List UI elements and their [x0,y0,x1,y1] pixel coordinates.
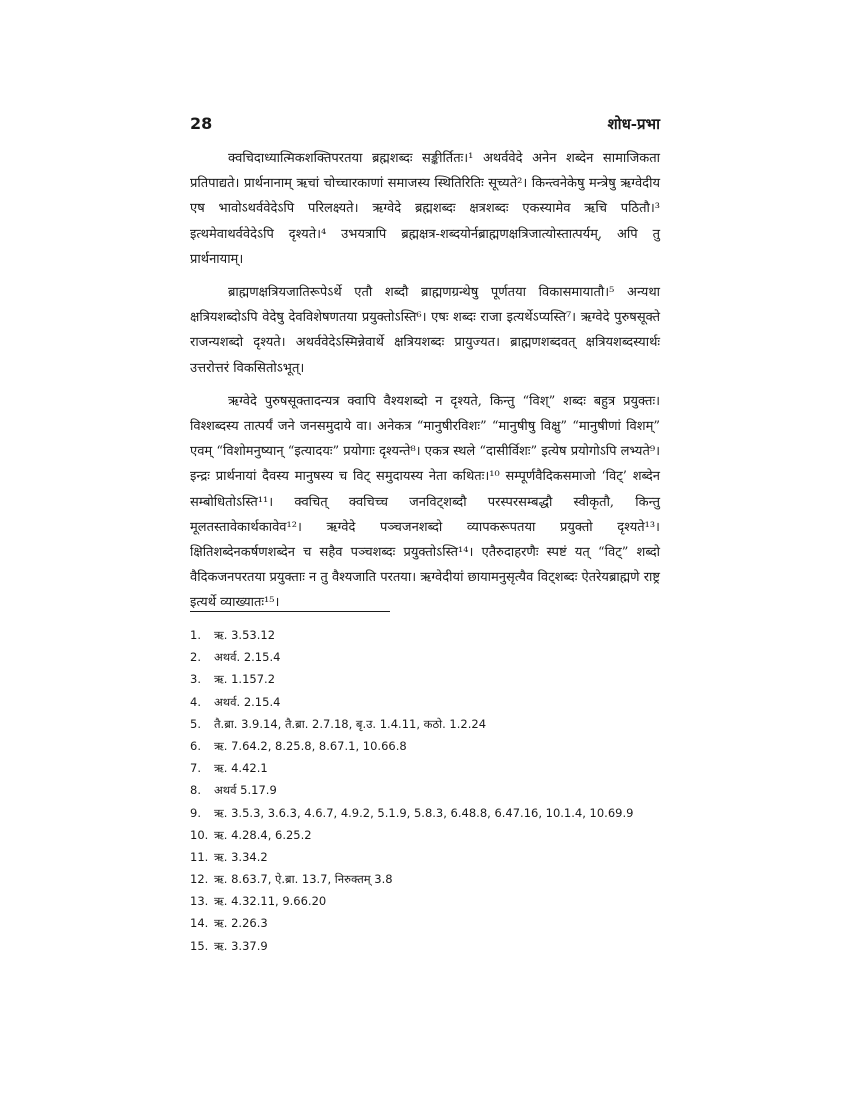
footnote-number: 15. [190,938,209,953]
footnote-item [190,735,670,757]
footnote-text: ऋ. 3.5.3, 3.6.3, 4.6.7, 4.9.2, 5.1.9, 5.8.3, 6.48.8, 6.47.16, 10.1.4, 10.69.9 [214,805,634,820]
footnote-item [190,890,670,912]
footnote-text: ऋ. 2.26.3 [214,916,268,931]
footnote-item [190,624,670,646]
footnote-item [190,935,670,957]
footnote-text: ऋ. 7.64.2, 8.25.8, 8.67.1, 10.66.8 [214,738,407,753]
footnote-number: 1. [190,628,201,642]
footnote-item [190,691,670,713]
paragraph: ऋग्वेदे पुरुषसूक्तादन्यत्र क्वापि वैश्यशब्दो न दृश्यते, किन्तु “विश्” शब्दः बहुत्र प्रयुक्तः। विश्शब्दस्य तात्पर्यं जने जनसमुदाये वा। अनेकत्र “मानुषीरविशः” “मानुषीषु विक्षु” “मानुषीणां विशम्” एवम् “विशोमनुष्यान् “इत्यादयः” प्रयोगाः दृश्यन्ते⁸। एकत्र स्थले “दासीर्विशः” इत्येष प्रयोगोऽपि लभ्यते⁹। इन्द्रः प्रार्थनायां दैवस्य मानुषस्य च विट् समुदायस्य नेता कथितः।¹⁰ सम्पूर्णवैदिकसमाजो ‘विट्’ शब्देन सम्बोधितोऽस्ति¹¹। क्वचित् क्वचिच्च जनविट्शब्दौ परस्परसम्बद्धौ स्वीकृतौ, किन्तु मूलतस्तावेकार्थकावेव¹²। ऋग्वेदे पञ्चजनशब्दो व्यापकरूपतया प्रयुक्तो दृश्यते¹³। क्षितिशब्देनकर्षणशब्देन च सहैव पञ्चशब्दः प्रयुक्तोऽस्ति¹⁴। एतैरुदाहरणैः स्पष्टं यत् “विट्” शब्दो वैदिकजनपरतया प्रयुक्ताः न तु वैश्यजाति परतया। ऋग्वेदीयां छायामनुसृत्यैव विट्शब्दः ऐतरेयब्राह्मणे राष्ट्र इत्यर्थे व्याख्यातः¹⁵। [190,393,660,611]
footnote-item [190,668,670,690]
footnote-item [190,779,670,801]
footnote-text: तै.ब्रा. 3.9.14, तै.ब्रा. 2.7.18, बृ.उ. 1.4.11, कठो. 1.2.24 [214,716,487,731]
footnote-text: ऋ. 3.37.9 [214,938,268,953]
footnote-item [190,757,670,779]
footnote-text: अथर्व. 2.15.4 [214,694,281,709]
footnote-item [190,824,670,846]
footnote-item [190,868,670,890]
footnote-number: 8. [190,783,201,798]
footnote-item [190,713,670,735]
footnote-divider [190,611,390,612]
footnote-text: ऋ. 4.42.1 [214,761,268,776]
footnote-number: 11. [190,849,209,864]
footnote-list [190,624,670,957]
footnote-text: ऋ. 4.32.11, 9.66.20 [214,894,327,909]
footnote-number: 10. [190,827,209,842]
footnote-item [190,646,670,668]
footnote-number: 9. [190,805,201,820]
page-header [190,114,660,138]
footnote-number: 4. [190,694,201,709]
page-number: 28 [190,114,213,133]
footnote-text: ऋ. 4.28.4, 6.25.2 [214,827,312,842]
footnote-number: 7. [190,761,201,776]
footnote-number: 2. [190,650,201,665]
footnote-number: 6. [190,738,201,753]
footnote-item [190,912,670,934]
footnote-text: ऋ. 3.34.2 [214,849,268,864]
footnote-item [190,802,670,824]
footnote-text: ऋ. 8.63.7, ऐ.ब्रा. 13.7, निरुक्तम् 3.8 [214,872,393,887]
footnote-text: अथर्व. 2.15.4 [214,650,281,665]
footnote-number: 3. [190,672,201,687]
body-text [190,146,660,624]
footnote-item [190,846,670,868]
footnote-number: 13. [190,894,209,909]
footnote-text: ऋ. 3.53.12 [214,628,276,642]
paragraph: क्वचिदाध्यात्मिकशक्तिपरतया ब्रह्मशब्दः सङ्कीर्तितः।¹ अथर्ववेदे अनेन शब्देन सामाजिकता प्रतिपाद्यते। प्रार्थनानाम् ऋचां चोच्चारकाणां समाजस्य स्थितिरितिः सूच्यते²। किन्त्वनेकेषु मन्त्रेषु ऋग्वेदीय एष भावोऽथर्ववेदेऽपि परिलक्ष्यते। ऋग्वेदे ब्रह्मशब्दः क्षत्रशब्दः एकस्यामेव ऋचि पठितौ।³ इत्थमेवाथर्ववेदेऽपि दृश्यते।⁴ उभयत्रापि ब्रह्मक्षत्र-शब्दयोर्नब्राह्मणक्षत्रिजात्योस्तात्पर्यम्, अपि तु प्रार्थनायाम्। [190,151,660,267]
footnote-number: 5. [190,716,201,731]
footnote-number: 14. [190,916,209,931]
footnote-number: 12. [190,872,209,887]
paragraph: ब्राह्मणक्षत्रियजातिरूपेऽर्थे एतौ शब्दौ ब्राह्मणग्रन्थेषु पूर्णतया विकासमायातौ।⁵ अन्यथा क्षत्रियशब्दोऽपि वेदेषु देवविशेषणतया प्रयुक्तोऽस्ति⁶। एषः शब्दः राजा इत्यर्थेऽप्यस्ति⁷। ऋग्वेदे पुरुषसूक्ते राजन्यशब्दो दृश्यते। अथर्ववेदेऽस्मिन्नेवार्थे क्षत्रियशब्दः प्रायुज्यत। ब्राह्मणशब्दवत् क्षत्रियशब्दस्यार्थः उत्तरोत्तरं विकसितोऽभूत्। [190,285,660,376]
running-title: शोध-प्रभा [607,115,660,133]
footnote-text: अथर्व 5.17.9 [214,783,277,798]
footnote-text: ऋ. 1.157.2 [214,672,276,687]
